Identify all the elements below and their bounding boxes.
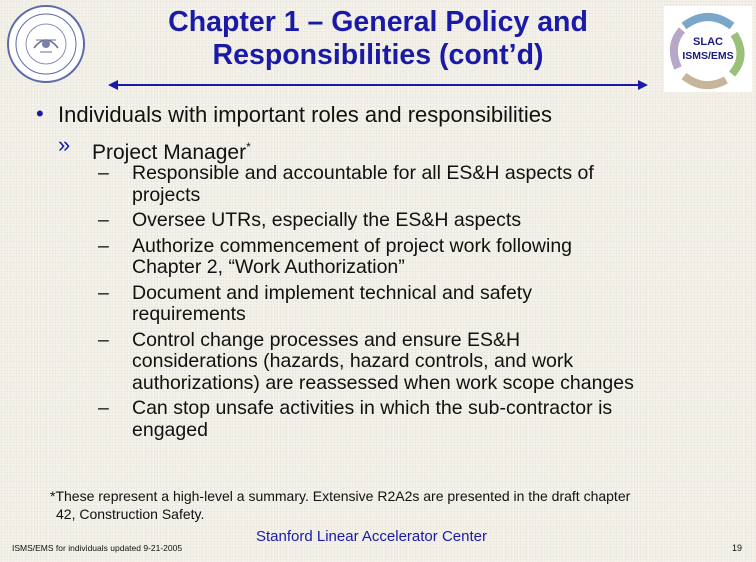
sub-bullet-label: Project Manager xyxy=(92,141,247,164)
footer-document-info: ISMS/EMS for individuals updated 9-21-2005 xyxy=(12,543,183,553)
slac-isms-ems-logo xyxy=(664,6,752,92)
list-item xyxy=(98,330,718,395)
list-item-line: requirements xyxy=(132,303,246,325)
logo-isms-text: ISMS/EMS xyxy=(682,50,734,62)
footnote-line-1: *These represent a high-level a summary. Extensive R2A2s are presented in the draft chapter xyxy=(50,488,631,504)
list-item-line: authorizations) are reassessed when work scope changes xyxy=(132,371,634,394)
list-item-line: Authorize commencement of project work following xyxy=(132,234,573,257)
dash-marker: – xyxy=(98,209,109,231)
main-bullet-text: Individuals with important roles and responsibilities xyxy=(58,102,553,127)
list-item-line: Oversee UTRs, especially the ES&H aspects xyxy=(132,209,522,231)
list-item-line: Responsible and accountable for all ES&H aspects of xyxy=(132,162,594,184)
footnote-line-2: 42, Construction Safety. xyxy=(56,506,205,522)
footer-organization: Stanford Linear Accelerator Center xyxy=(256,528,487,545)
list-item xyxy=(98,210,718,232)
title-line-2: Responsibilities (cont’d) xyxy=(212,39,544,71)
list-item-line: engaged xyxy=(132,418,208,441)
bullet-dot-icon: • xyxy=(36,101,44,126)
dash-marker: – xyxy=(98,234,109,257)
sub-bullet-marker: » xyxy=(58,132,71,157)
dash-marker: – xyxy=(98,162,109,184)
list-item-line: Chapter 2, “Work Authorization” xyxy=(132,256,405,278)
list-item xyxy=(98,163,718,206)
dash-marker: – xyxy=(98,397,109,419)
sub-bullet-footnote-mark: * xyxy=(246,140,251,154)
title-line-1: Chapter 1 – General Policy and xyxy=(168,6,588,38)
responsibility-list xyxy=(98,163,718,445)
title-double-arrow-rule xyxy=(108,78,648,92)
list-item xyxy=(98,398,718,441)
dash-marker: – xyxy=(98,328,109,351)
list-item-line: considerations (hazards, hazard controls, and work xyxy=(132,350,574,372)
list-item-line: Document and implement technical and safety xyxy=(132,281,532,304)
page-number: 19 xyxy=(732,543,743,553)
list-item-line: Can stop unsafe activities in which the sub-contractor is xyxy=(132,397,613,419)
list-item xyxy=(98,236,718,279)
recycle-arrows-icon xyxy=(664,6,752,92)
list-item xyxy=(98,283,718,326)
footnote xyxy=(30,487,756,523)
list-item-line: projects xyxy=(132,183,201,206)
dash-marker: – xyxy=(98,281,109,304)
list-item-line: Control change processes and ensure ES&H xyxy=(132,328,521,351)
logo-slac-text: SLAC xyxy=(693,36,723,48)
slide-title xyxy=(100,6,656,72)
seal-logo-icon xyxy=(6,4,86,84)
